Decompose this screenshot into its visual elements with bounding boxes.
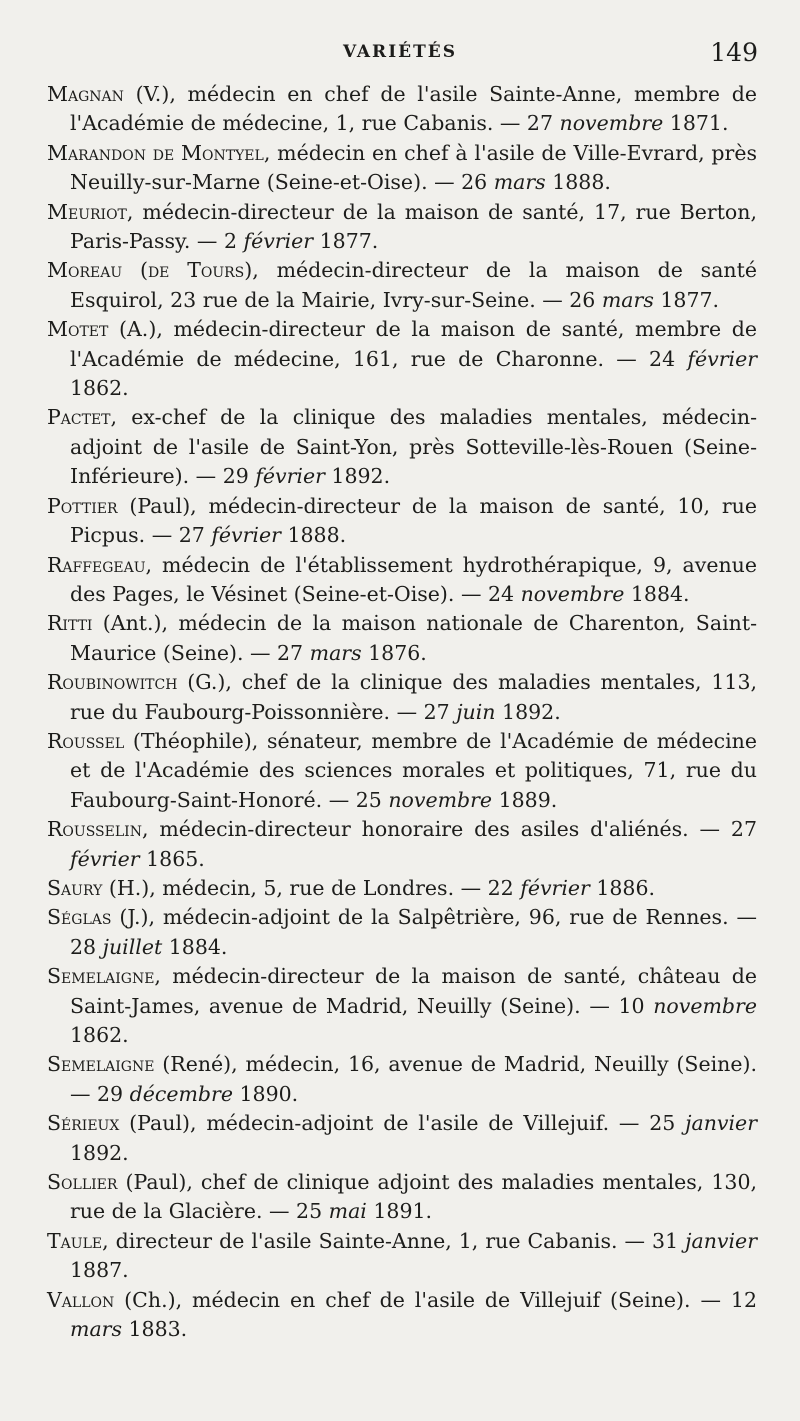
list-item — [47, 874, 757, 903]
date-year: 1883. — [121, 1317, 188, 1342]
member-name: Motet — [47, 317, 109, 342]
list-item — [47, 668, 757, 727]
member-details: (Paul), médecin-adjoint de l'asile de Villejuif. — 25 — [119, 1111, 686, 1136]
member-details: (Ch.), médecin en chef de l'asile de Villejuif (Seine). — 12 — [114, 1287, 757, 1312]
member-details: (G.), chef de la clinique des maladies mentales, 113, rue du Faubourg-Poissonnière. — 27 — [70, 670, 757, 724]
member-details: (J.), médecin-adjoint de la Salpêtrière, 96, rue de Rennes. — 28 — [70, 905, 757, 959]
member-details: (René), médecin, 16, avenue de Madrid, Neuilly (Seine). — 29 — [70, 1052, 757, 1106]
date-year: 1884. — [624, 581, 690, 606]
date-month: février — [243, 229, 314, 254]
member-details: (Paul), médecin-directeur de la maison de santé, 10, rue Picpus. — 27 — [70, 493, 757, 548]
date-month: mars — [493, 170, 546, 195]
member-name: Pactet — [47, 405, 111, 430]
member-name: Moreau (de Tours) — [47, 258, 253, 283]
date-month: janvier — [685, 1111, 757, 1136]
member-details: , médecin de l'établissement hydrothérapique, 9, avenue des Pages, le Vésinet (Seine-et-Oise). — 24 — [70, 552, 757, 606]
list-item — [47, 1050, 757, 1109]
list-item — [47, 198, 757, 257]
date-year: 1871. — [663, 111, 729, 136]
list-item — [47, 1227, 757, 1286]
list-item — [47, 80, 757, 139]
date-year: 1889. — [492, 787, 558, 812]
date-year: 1886. — [589, 875, 656, 900]
date-year: 1891. — [366, 1199, 433, 1224]
member-name: Sérieux — [47, 1111, 120, 1136]
list-item — [47, 815, 757, 874]
date-month: mars — [309, 640, 362, 665]
date-year: 1888. — [280, 523, 347, 548]
list-item — [47, 403, 757, 491]
member-details: , directeur de l'asile Sainte-Anne, 1, rue Cabanis. — 31 — [102, 1228, 686, 1253]
member-details: , médecin-directeur de la maison de santé, 17, rue Berton, Paris-Passy. — 2 — [70, 199, 757, 254]
date-year: 1892. — [70, 1140, 129, 1165]
list-item — [47, 1286, 757, 1345]
member-details: (Théophile), sénateur, membre de l'Académie de médecine et de l'Académie des sciences morales et politiques, 71, rue du Faubourg-Saint-Honoré. — 25 — [70, 728, 757, 812]
member-name: Semelaigne — [47, 1052, 155, 1077]
member-details: , médecin-directeur de la maison de santé Esquirol, 23 rue de la Mairie, Ivry-sur-Seine. — 26 — [70, 258, 757, 312]
date-month: mai — [328, 1199, 367, 1224]
member-name: Meuriot — [47, 199, 127, 224]
date-year: 1862. — [70, 376, 129, 401]
member-details: (A.), médecin-directeur de la maison de santé, membre de l'Académie de médecine, 161, rue de Charonne. — 24 — [70, 317, 757, 371]
date-month: janvier — [685, 1228, 757, 1253]
member-details: (H.), médecin, 5, rue de Londres. — 22 — [102, 875, 521, 900]
date-year: 1892. — [495, 699, 561, 724]
date-year: 1865. — [139, 846, 205, 871]
date-month: mars — [70, 1317, 122, 1342]
date-year: 1877. — [313, 229, 379, 254]
list-item — [47, 256, 757, 315]
date-month: novembre — [520, 581, 625, 606]
member-name: Marandon de Montyel — [47, 140, 264, 165]
member-details: (Ant.), médecin de la maison nationale de Charenton, Saint-Maurice (Seine). — 27 — [70, 611, 757, 665]
member-name: Taule — [47, 1228, 103, 1253]
member-name: Pottier — [47, 493, 118, 518]
member-name: Magnan — [47, 82, 124, 106]
member-name: Semelaigne — [47, 964, 155, 989]
member-details: (Paul), chef de clinique adjoint des maladies mentales, 130, rue de la Glacière. — 25 — [70, 1170, 757, 1224]
member-name: Saury — [47, 875, 103, 900]
member-name: Rousselin — [47, 817, 142, 842]
date-month: décembre — [129, 1081, 233, 1106]
list-item — [47, 315, 757, 403]
list-item — [47, 609, 757, 668]
date-month: juillet — [102, 934, 163, 959]
date-month: février — [255, 464, 325, 489]
date-month: février — [520, 875, 590, 900]
running-title: VARIÉTÉS — [343, 42, 457, 62]
page-number: 149 — [710, 38, 758, 67]
member-name: Vallon — [47, 1287, 115, 1312]
date-month: novembre — [559, 111, 664, 136]
list-item — [47, 139, 757, 198]
date-month: février — [687, 346, 757, 371]
running-head — [0, 38, 800, 70]
date-year: 1890. — [233, 1081, 299, 1106]
member-details: , ex-chef de la clinique des maladies mentales, médecin-adjoint de l'asile de Saint-Yon, près Sotteville-lès-Rouen (Seine-Inférieure). — 29 — [70, 405, 757, 489]
member-name: Sollier — [47, 1170, 118, 1195]
member-list — [47, 80, 757, 1344]
member-details: (V.), médecin en chef de l'asile Sainte-Anne, membre de l'Académie de médecine, 1, rue Cabanis. — 27 — [70, 82, 757, 136]
date-year: 1877. — [653, 287, 720, 312]
member-details: , médecin-directeur honoraire des asiles d'aliénés. — 27 — [141, 817, 757, 842]
date-month: février — [211, 523, 281, 548]
member-name: Roubinowitch — [47, 670, 178, 695]
list-item — [47, 1168, 757, 1227]
member-details: , médecin-directeur de la maison de santé, château de Saint-James, avenue de Madrid, Neuilly (Seine). — 10 — [70, 964, 757, 1018]
date-year: 1887. — [70, 1258, 129, 1283]
date-month: novembre — [653, 993, 757, 1018]
date-month: novembre — [388, 787, 493, 812]
date-year: 1888. — [545, 170, 611, 195]
list-item — [47, 727, 757, 815]
member-name: Ritti — [47, 611, 93, 636]
member-name: Raffegeau — [47, 552, 146, 577]
list-item — [47, 962, 757, 1050]
member-details: , médecin en chef à l'asile de Ville-Evrard, près Neuilly-sur-Marne (Seine-et-Oise). — 26 — [70, 140, 757, 195]
list-item — [47, 492, 757, 551]
date-year: 1862. — [70, 1023, 129, 1047]
date-year: 1884. — [162, 934, 228, 959]
list-item — [47, 1109, 757, 1168]
member-name: Séglas — [47, 905, 112, 930]
list-item — [47, 551, 757, 610]
member-name: Roussel — [47, 728, 125, 753]
date-month: mars — [601, 287, 654, 312]
date-year: 1892. — [324, 464, 391, 489]
date-month: février — [70, 846, 140, 871]
date-year: 1876. — [361, 640, 427, 665]
list-item — [47, 903, 757, 962]
date-month: juin — [456, 699, 496, 724]
